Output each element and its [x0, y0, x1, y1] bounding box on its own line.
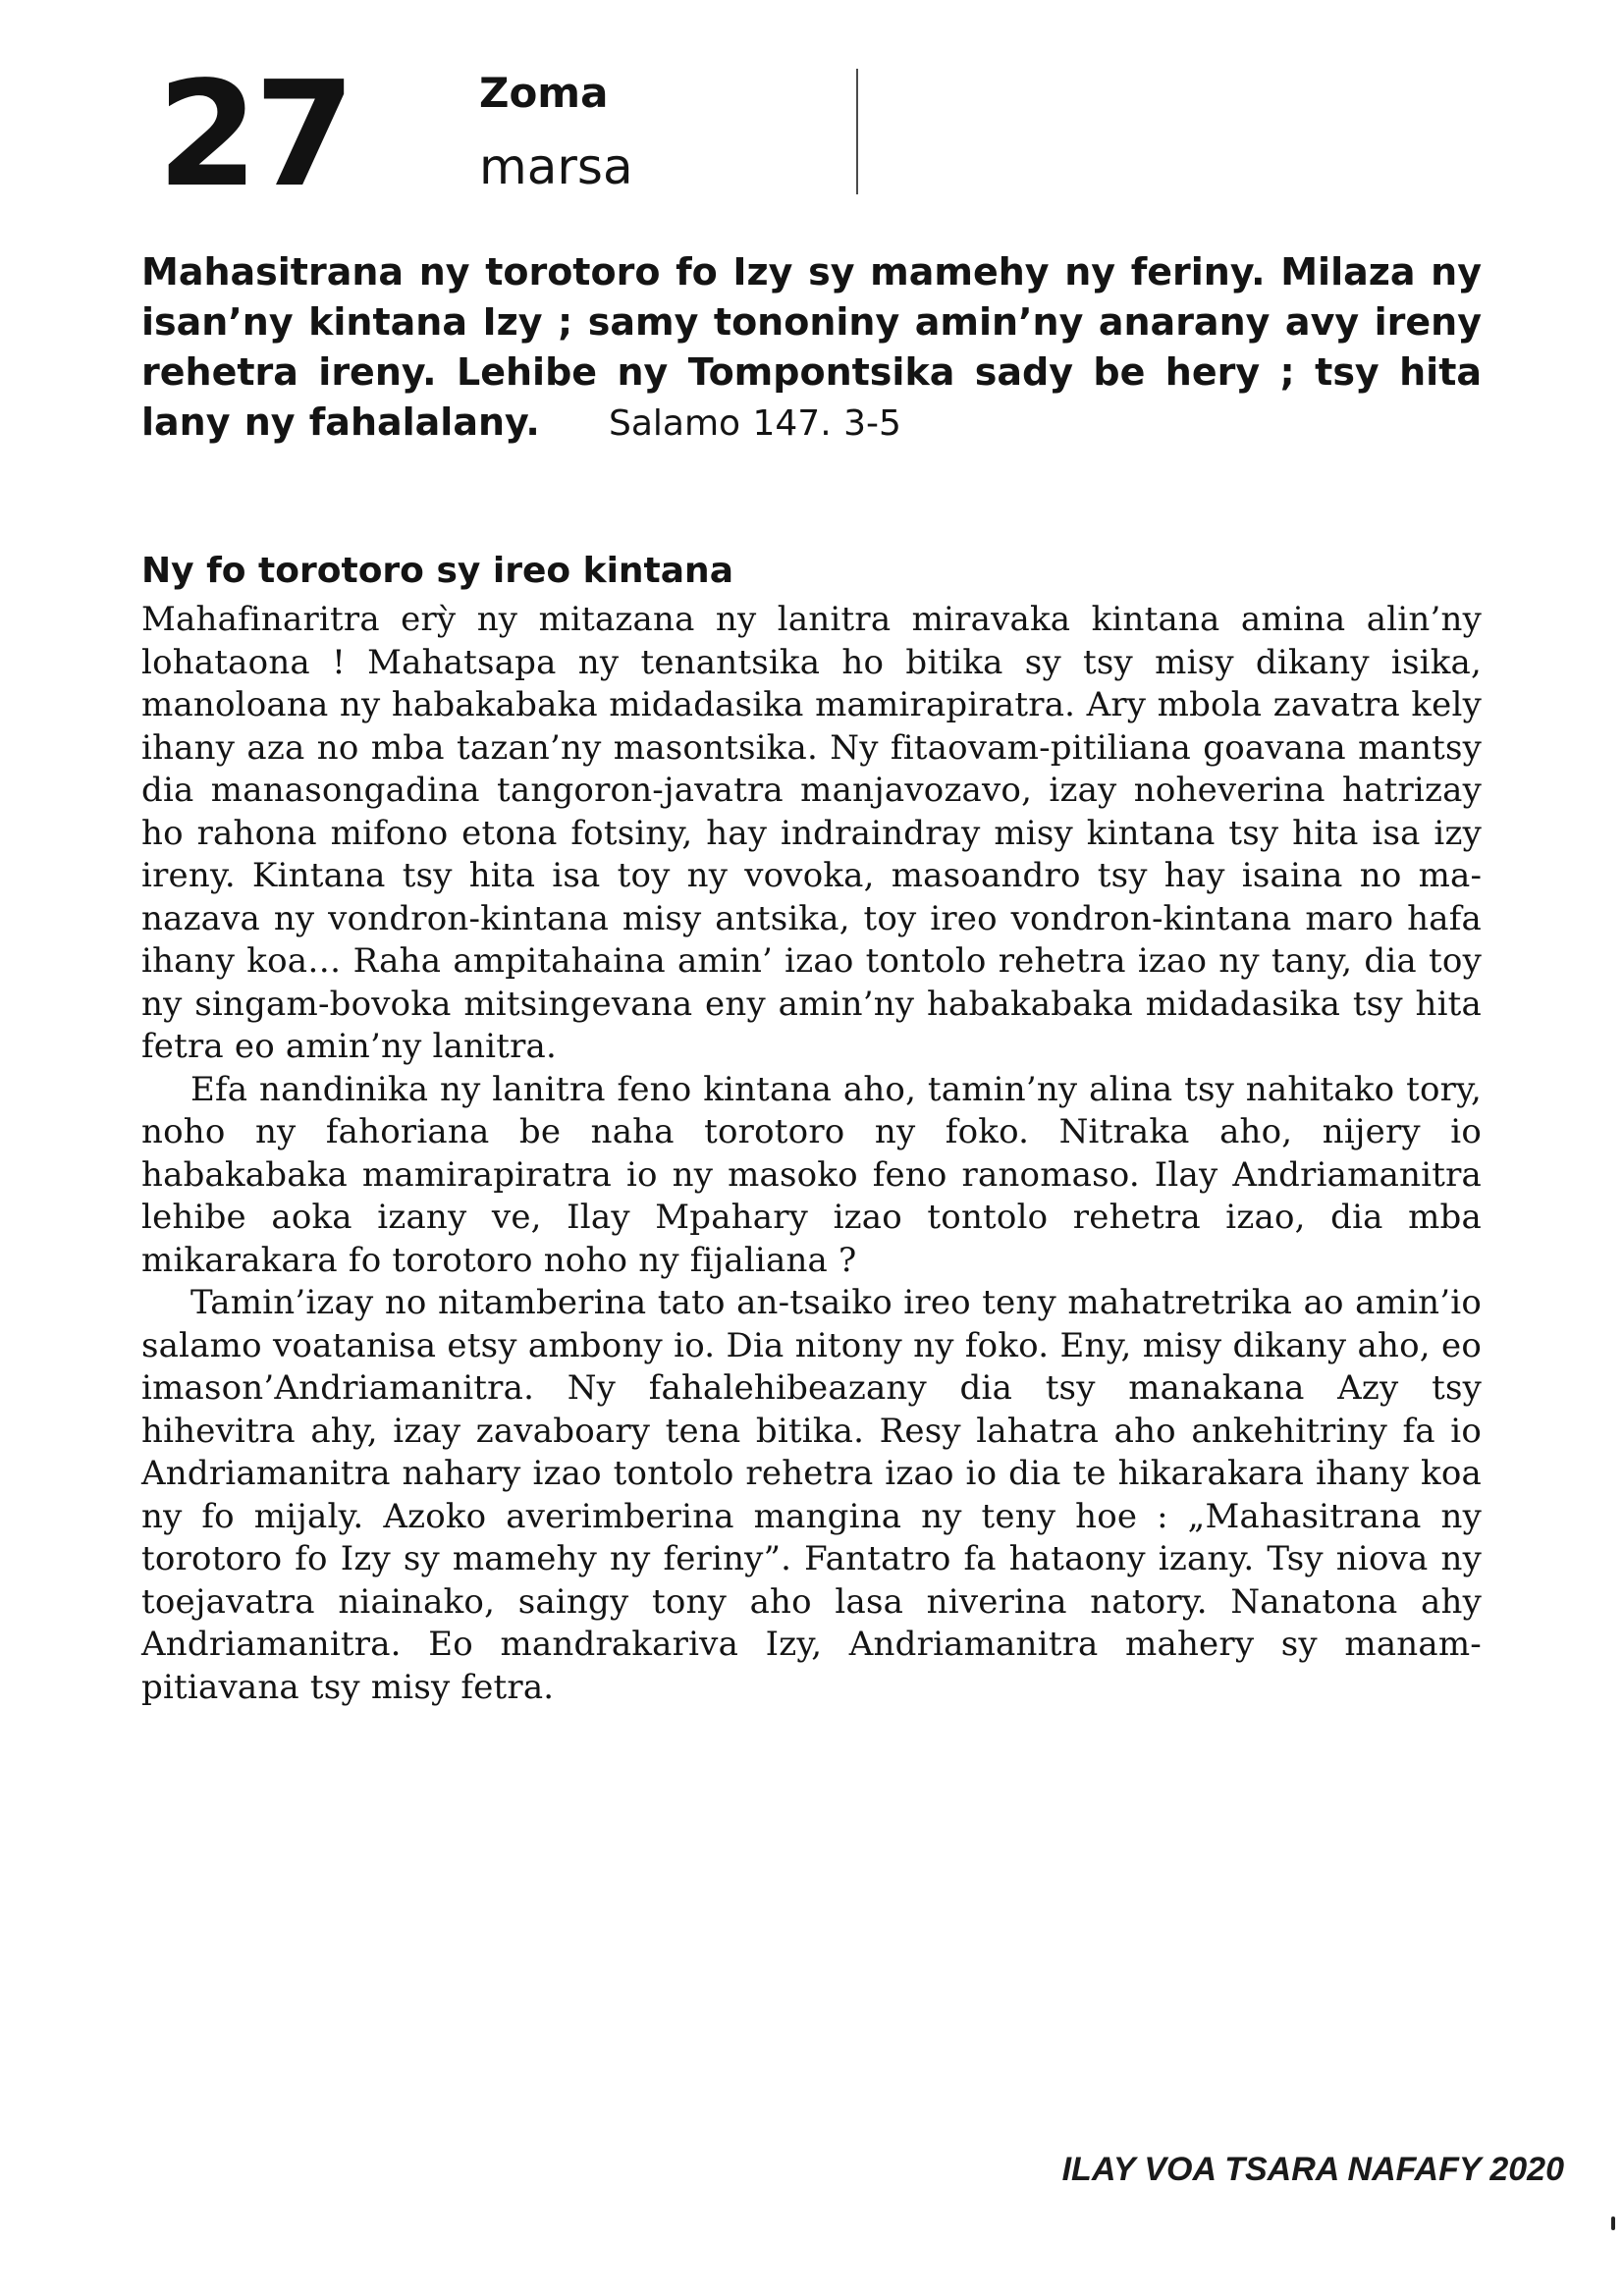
weekday-label: Zoma — [479, 69, 609, 117]
devotional-body — [141, 599, 1482, 1709]
section-title: Ny fo torotoro sy ireo kintana — [141, 551, 733, 591]
publication-footer: ILAY VOA TSARA NAFAFY 2020 — [1061, 2151, 1564, 2188]
month-label: marsa — [479, 138, 633, 195]
paragraph-3: Tamin’izay no nitamberina tato an-tsaiko ireo teny mahatretrika ao amin’io salamo voatanisa etsy ambony io. Dia nitony ny foko. Eny, misy dikany aho, eo imason’Andriamanitra. Ny fahalehibeazany dia tsy manakana Azy tsy hihevitra ahy, izay zavaboary tena bitika. Resy lahatra aho ankehitriny fa io Andriamanitra nahary izao tontolo rehetra izao io dia te hikarakara ihany koa ny fo mijaly. Azoko averimberina mangina ny teny hoe : „Mahasitrana ny torotoro fo Izy sy mamehy ny feriny”. Fantatro fa hataony izany. Tsy niova ny toejavatra niainako, saingy tony aho lasa niverina natory. Nanatona ahy Andriamanitra. Eo mandrakariva Izy, Andriamanitra mahery sy manam-pitiavana tsy misy fetra. — [141, 1283, 1482, 1707]
date-header — [157, 50, 864, 219]
bible-verse — [141, 247, 1482, 449]
day-number: 27 — [157, 50, 352, 219]
paragraph-1: Mahafinaritra erỳ ny mitazana ny lanitra miravaka kintana amina alin’ny lohataona ! Mahatsapa ny tenantsika ho bitika sy tsy misy dikany isika, manoloana ny habakabaka midadasika mamirapiratra. Ary mbola zavatra kely ihany aza no mba tazan’ny masontsika. Ny fitaovam-pitiliana goavana mantsy dia manasongadina tangoron-javatra manjavozavo, izay noheverina hatrizay ho rahona mifono etona fotsiny, hay indraindray misy kintana tsy hita isa izy ireny. Kintana tsy hita isa toy ny vovoka, masoandro tsy hay isaina no manazava ny vondron-kintana misy antsika, toy ireo vondron-kintana maro hafa ihany koa… Raha ampitahaina amin’ izao tontolo rehetra izao ny tany, dia toy ny singam-bovoka mitsingevana eny amin’ny habakabaka midadasika tsy hita fetra eo amin’ny lanitra. — [141, 600, 1482, 1066]
header-divider — [856, 69, 858, 194]
verse-text: Mahasitrana ny torotoro fo Izy sy mamehy ny feriny. Milaza ny isan’ny kintana Izy ; samy tononiny amin’ny anarany avy ireny rehetra ireny. Lehibe ny Tompontsika sady be hery ; tsy hita lany ny fahalalany. — [141, 250, 1482, 444]
verse-reference: Salamo 147. 3-5 — [608, 403, 901, 444]
paragraph-2: Efa nandinika ny lanitra feno kintana aho, tamin’ny alina tsy nahitako tory, noho ny fahoriana be naha torotoro ny foko. Nitraka aho, nijery io habakabaka mamirapiratra io ny masoko feno ranomaso. Ilay Andriamanitra lehibe aoka izany ve, Ilay Mpahary izao tontolo rehetra izao, dia mba mikarakara fo torotoro noho ny fijaliana ? — [141, 1069, 1482, 1280]
page-edge-mark — [1611, 2216, 1615, 2230]
